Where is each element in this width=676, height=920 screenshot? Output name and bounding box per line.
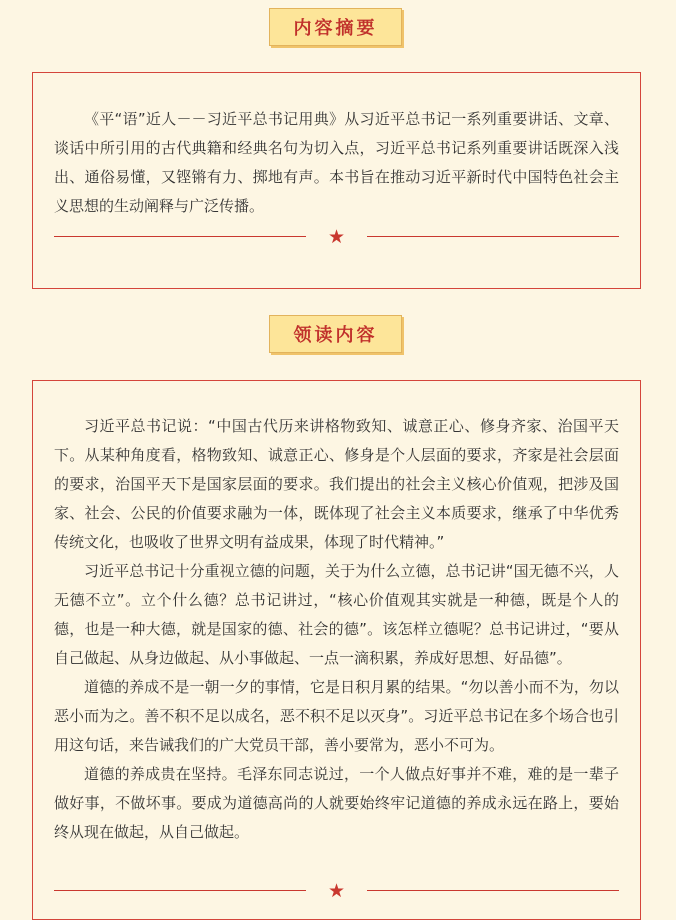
section-title-summary: 内容摘要	[269, 8, 402, 46]
reading-paragraph: 习近平总书记说：“中国古代历来讲格物致知、诚意正心、修身齐家、治国平天下。从某种角度看，格物致知、诚意正心、修身是个人层面的要求，齐家是社会层面的要求，治国平天下是国家层面的要求。我们提出的社会主义核心价值观，把涉及国家、社会、公民的价值要求融为一体，既体现了社会主义本质要求，继承了中华优秀传统文化，也吸收了世界文明有益成果，体现了时代精神。”	[54, 417, 619, 551]
star-icon: ★	[327, 880, 346, 902]
reading-paragraph: 习近平总书记十分重视立德的问题，关于为什么立德，总书记讲“国无德不兴，人无德不立”。立个什么德？总书记讲过，“核心价值观其实就是一种德，既是个人的德，也是一种大德，就是国家的德、社会的德”。该怎样立德呢？总书记讲过，“要从自己做起、从身边做起、从小事做起、一点一滴积累，养成好思想、好品德”。	[54, 562, 619, 667]
section-title-reading: 领读内容	[269, 315, 402, 353]
summary-divider	[54, 227, 619, 247]
star-icon: ★	[327, 226, 346, 248]
reading-divider	[54, 881, 619, 901]
reading-paragraph: 道德的养成不是一朝一夕的事情，它是日积月累的结果。“勿以善小而不为，勿以恶小而为之。善不积不足以成名，恶不积不足以灭身”。习近平总书记在多个场合也引用这句话，来告诫我们的广大党员干部，善小要常为，恶小不可为。	[54, 678, 619, 754]
reading-body	[54, 412, 619, 847]
summary-body	[54, 105, 619, 221]
reading-paragraph: 道德的养成贵在坚持。毛泽东同志说过，一个人做点好事并不难，难的是一辈子做好事，不做坏事。要成为道德高尚的人就要始终牢记道德的养成永远在路上，要始终从现在做起，从自己做起。	[54, 765, 619, 841]
summary-paragraph: 《平“语”近人－－习近平总书记用典》从习近平总书记一系列重要讲话、文章、谈话中所引用的古代典籍和经典名句为切入点，习近平总书记系列重要讲话既深入浅出、通俗易懂，又铿锵有力、掷地有声。本书旨在推动习近平新时代中国特色社会主义思想的生动阐释与广泛传播。	[54, 110, 619, 215]
reading-card	[32, 380, 641, 920]
summary-card	[32, 72, 641, 289]
